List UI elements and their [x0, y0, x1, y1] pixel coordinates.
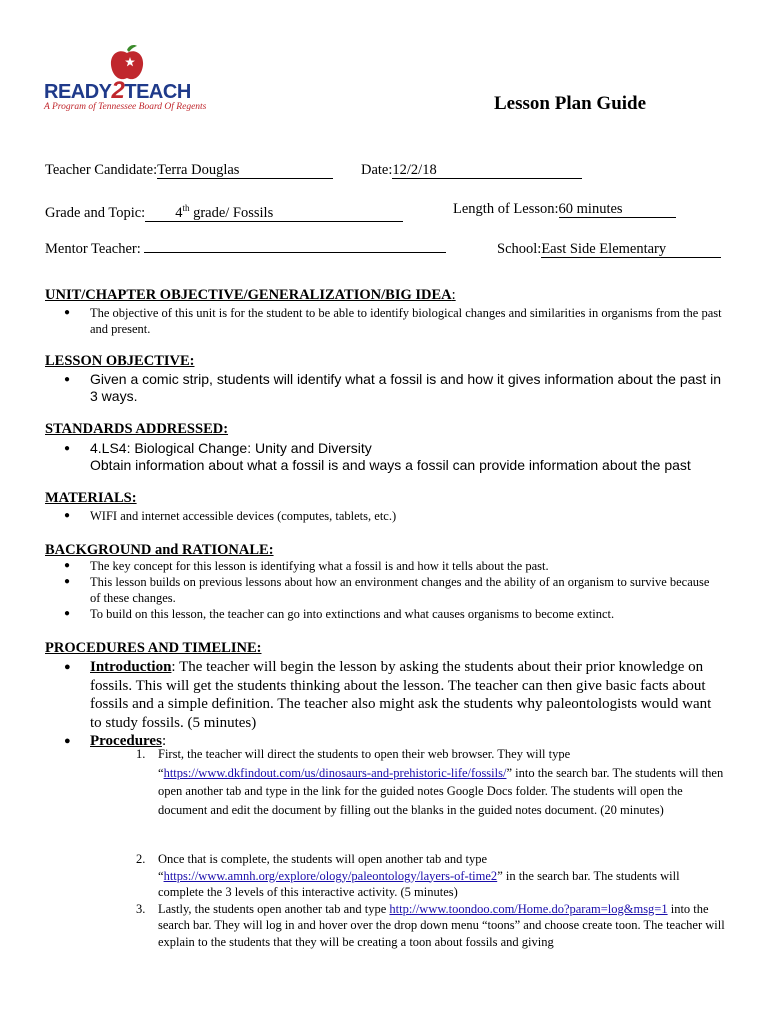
school-value: East Side Elementary [541, 242, 721, 258]
materials-heading: MATERIALS: [45, 490, 137, 506]
list-item: ● Given a comic strip, students will identify what a fossil is and how it gives information about the past in 3 ways. [62, 371, 722, 405]
unit-objective-list [62, 305, 722, 337]
dkfindout-link[interactable]: https://www.dkfindout.com/us/dinosaurs-and-prehistoric-life/fossils/ [163, 765, 507, 780]
standard-description: Obtain information about what a fossil is and ways a fossil can provide information about the past [90, 457, 691, 473]
materials-list [62, 508, 722, 524]
grade-label: Grade and Topic: [45, 204, 146, 221]
procedures-heading: PROCEDURES AND TIMELINE: [45, 640, 262, 656]
grade-topic-field [45, 201, 403, 222]
amnh-link[interactable]: https://www.amnh.org/explore/ology/paleontology/layers-of-time2 [163, 868, 498, 883]
list-item: ● The key concept for this lesson is identifying what a fossil is and how it tells about the past. [62, 558, 722, 574]
standards-heading: STANDARDS ADDRESSED: [45, 421, 229, 437]
standard-code: 4.LS4: Biological Change: Unity and Diversity [90, 440, 372, 456]
lesson-objective-heading: LESSON OBJECTIVE: [45, 353, 195, 369]
teacher-label: Teacher Candidate: [45, 162, 158, 178]
teacher-value: Terra Douglas [157, 163, 333, 179]
length-of-lesson-field [453, 201, 676, 218]
list-item [62, 440, 722, 474]
background-list [62, 558, 722, 622]
list-item: ● WIFI and internet accessible devices (computes, tablets, etc.) [62, 508, 722, 524]
mentor-label: Mentor Teacher: [45, 241, 141, 257]
procedures-list [62, 658, 724, 751]
procedure-steps [136, 745, 726, 819]
date-field [361, 162, 582, 179]
list-item: ● To build on this lesson, the teacher can go into extinctions and what causes organisms to become extinct. [62, 606, 722, 622]
list-item: ● The objective of this unit is for the student to be able to identify biological changes and similarities in organisms from the past and present. [62, 305, 722, 337]
procedures-label: Procedures [90, 733, 162, 749]
background-heading: BACKGROUND and RATIONALE: [45, 542, 274, 558]
introduction-text: : The teacher will begin the lesson by asking the students about their prior knowledge on fossils. This will get the students thinking about the lesson. The teacher can then give basic facts about fossils and a simple definition. The teacher also might ask the students why paleontologists would want to study fossils. (5 minutes) [90, 659, 712, 731]
logo-wordmark: READY2TEACH [44, 77, 191, 104]
school-label: School: [497, 241, 542, 257]
grade-value: 4th grade/ Fossils [145, 201, 403, 222]
procedure-step: 2. Once that is complete, the students will open another tab and type “https://www.amnh.org/explore/ology/paleontology/layers-of-time2” in the search bar. The students will complete the 3 levels of this interactive activity. (5 minutes) [136, 852, 680, 899]
procedure-steps [136, 851, 726, 950]
standards-list [62, 440, 722, 474]
teacher-candidate-field [45, 162, 333, 179]
lesson-objective-list [62, 371, 722, 405]
procedure-step: 1. First, the teacher will direct the students to open their web browser. They will type “https://www.dkfindout.com/us/dinosaurs-and-prehistoric-life/fossils/” into the search bar. The students will then open another tab and type in the link for the guided notes Google Docs folder. The students will open the document and edit the document by filling out the blanks in the guided notes document. (20 minutes) [136, 747, 724, 817]
length-label: Length of Lesson: [453, 201, 559, 217]
date-value: 12/2/18 [392, 163, 582, 179]
date-label: Date: [361, 162, 393, 178]
list-item: ● This lesson builds on previous lessons about how an environment changes and the ability of an organism to survive because of these changes. [62, 574, 722, 606]
mentor-value [144, 252, 446, 253]
page-title: Lesson Plan Guide [494, 93, 647, 114]
logo-tagline: A Program of Tennessee Board Of Regents [44, 102, 207, 112]
school-field [497, 241, 721, 258]
procedure-step: 3. Lastly, the students open another tab and type http://www.toondoo.com/Home.do?param=log&msg=1 into the search bar. They will log in and hover over the drop down menu “toons” and choose create toon. The teacher will explain to the students that they will be creating a toon about fossils and giving [136, 901, 725, 949]
procedures-item: ● Procedures: [62, 732, 724, 751]
introduction-item [62, 658, 724, 732]
introduction-label: Introduction [90, 659, 172, 675]
mentor-teacher-field [45, 241, 446, 258]
length-value: 60 minutes [559, 202, 676, 218]
unit-objective-heading: UNIT/CHAPTER OBJECTIVE/GENERALIZATION/BIG IDEA: [45, 287, 456, 303]
toondoo-link[interactable]: http://www.toondoo.com/Home.do?param=log&msg=1 [389, 901, 668, 916]
ready2teach-logo [44, 44, 207, 116]
